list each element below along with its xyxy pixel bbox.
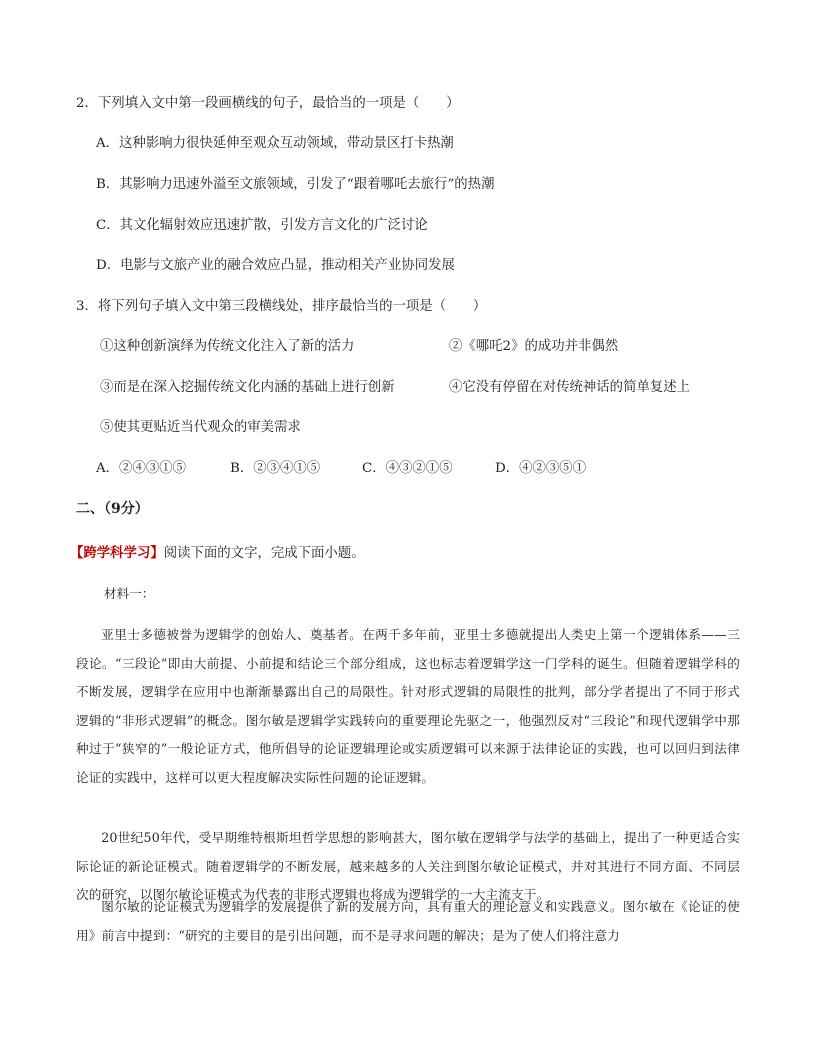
question-3-item-2: ②《哪吒2》的成功并非偶然 — [449, 339, 619, 354]
subject-tag: 【跨学科学习】 — [70, 545, 164, 561]
instruction-text: 阅读下面的文字，完成下面小题。 — [163, 546, 365, 561]
instruction-line — [70, 543, 365, 564]
material-label: 材料一： — [104, 586, 155, 601]
question-3-option-a: A．②④③①⑤ — [96, 461, 187, 476]
question-2-option-b: B．其影响力迅速外溢至文旅领域，引发了“跟着哪吒去旅行”的热潮 — [96, 177, 495, 192]
question-2-option-d: D．电影与文旅产业的融合效应凸显，推动相关产业协同发展 — [96, 258, 455, 273]
paragraph-2: 20世纪50年代，受早期维特根斯坦哲学思想的影响甚大，图尔敏在逻辑学与法学的基础上，提出了一种更适合实际论证的新论证模式。随着逻辑学的不断发展，越来越多的人关注到图尔敏论证模式，并对其进行不同方面、不同层次的研究，以图尔敏论证模式为代表的非形式逻辑也将成为逻辑学的一大主流支干。 — [76, 830, 740, 903]
section-2-heading: 二、（9分） — [76, 501, 149, 517]
question-3-option-b: B．②③④①⑤ — [230, 461, 321, 476]
question-3-item-3: ③而是在深入挖掘传统文化内涵的基础上进行创新 — [100, 380, 395, 395]
question-3-option-d: D．④②③⑤① — [495, 461, 587, 476]
question-3-stem: 3．将下列句子填入文中第三段横线处，排序最恰当的一项是（ ） — [76, 299, 487, 314]
question-2-option-a: A．这种影响力很快延伸至观众互动领域，带动景区打卡热潮 — [96, 136, 454, 151]
paragraph-1: 亚里士多德被誉为逻辑学的创始人、奠基者。在两千多年前，亚里士多德就提出人类史上第一个逻辑体系——三段论。“三段论”即由大前提、小前提和结论三个部分组成，这也标志着逻辑学这一门学科的诞生。但随着逻辑学科的不断发展，逻辑学在应用中也渐渐暴露出自己的局限性。针对形式逻辑的局限性的批判，部分学者提出了不同于形式逻辑的“非形式逻辑”的概念。图尔敏是逻辑学实践转向的重要理论先驱之一，他强烈反对“三段论”和现代逻辑学中那种过于“狭窄的”一般论证方式，他所倡导的论证逻辑理论或实质逻辑可以来源于法律论证的实践，也可以回归到法律论证的实践中，这样可以更大程度解决实际性问题的论证逻辑。 — [76, 627, 740, 785]
question-2-stem: 2．下列填入文中第一段画横线的句子，最恰当的一项是（ ） — [76, 96, 460, 111]
question-2-option-c: C．其文化辐射效应迅速扩散，引发方言文化的广泛讨论 — [96, 218, 428, 233]
question-3-item-5: ⑤使其更贴近当代观众的审美需求 — [100, 420, 301, 435]
question-3-item-4: ④它没有停留在对传统神话的简单复述上 — [449, 380, 691, 395]
question-3-item-1: ①这种创新演绎为传统文化注入了新的活力 — [100, 339, 355, 354]
paragraph-3: 图尔敏的论证模式为逻辑学的发展提供了新的发展方向，具有重大的理论意义和实践意义。图尔敏在《论证的使用》前言中提到：“研究的主要目的是引出问题，而不是寻求问题的解决；是为了使人们将注意力 — [76, 899, 740, 943]
question-3-option-c: C．④③②①⑤ — [362, 461, 453, 476]
